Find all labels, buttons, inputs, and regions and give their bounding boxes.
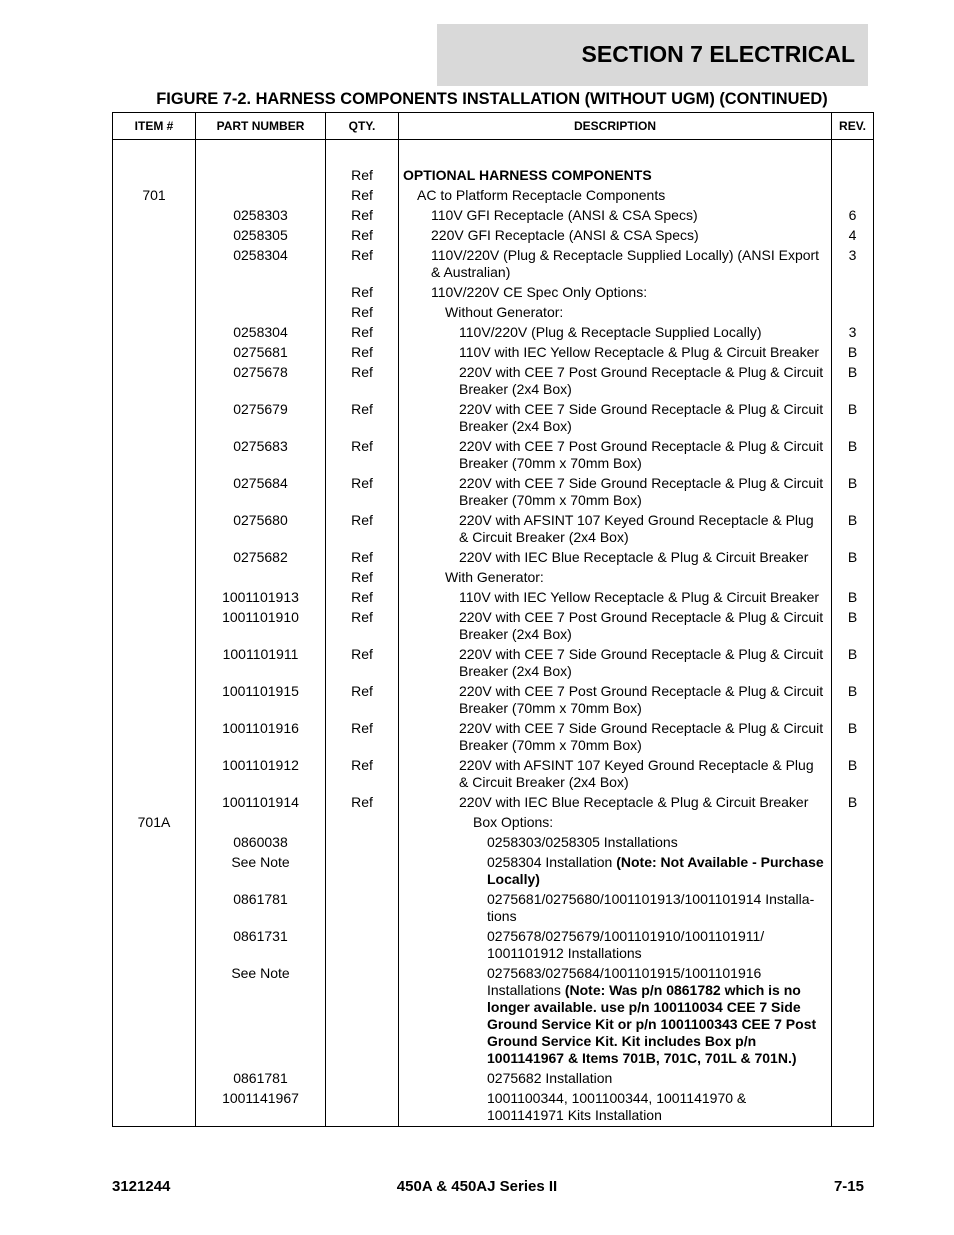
table-row bbox=[113, 510, 874, 547]
cell-item-number bbox=[113, 889, 196, 926]
cell-item-number bbox=[113, 832, 196, 852]
table-row bbox=[113, 436, 874, 473]
cell-part-number: 0275684 bbox=[196, 473, 326, 510]
description-text: With Generator: bbox=[445, 568, 544, 585]
cell-rev bbox=[832, 302, 874, 322]
cell-item-number bbox=[113, 510, 196, 547]
cell-qty: Ref bbox=[326, 165, 399, 185]
column-header-item: ITEM # bbox=[113, 113, 196, 140]
cell-rev: B bbox=[832, 792, 874, 812]
cell-qty bbox=[326, 1068, 399, 1088]
cell-part-number: 0275678 bbox=[196, 362, 326, 399]
cell-qty bbox=[326, 963, 399, 1068]
cell-rev: B bbox=[832, 607, 874, 644]
cell-qty bbox=[326, 852, 399, 889]
table-header-row bbox=[113, 113, 874, 140]
table-row bbox=[113, 718, 874, 755]
cell-rev: B bbox=[832, 547, 874, 567]
table-row bbox=[113, 681, 874, 718]
cell-part-number: 1001101912 bbox=[196, 755, 326, 792]
cell-part-number: 0861781 bbox=[196, 1068, 326, 1088]
description-text: 0275681/0275680/1001101913/1001101914 Installa-tions bbox=[487, 890, 815, 924]
cell-rev: 6 bbox=[832, 205, 874, 225]
cell-description bbox=[399, 185, 832, 205]
cell-description bbox=[399, 399, 832, 436]
cell-rev bbox=[832, 1068, 874, 1088]
cell-rev: 4 bbox=[832, 225, 874, 245]
cell-part-number: 0860038 bbox=[196, 832, 326, 852]
cell-description bbox=[399, 510, 832, 547]
cell-qty bbox=[326, 812, 399, 832]
cell-qty: Ref bbox=[326, 473, 399, 510]
cell-description bbox=[399, 926, 832, 963]
description-text: 110V GFI Receptacle (ANSI & CSA Specs) bbox=[431, 206, 698, 223]
cell-rev: B bbox=[832, 681, 874, 718]
cell-rev bbox=[832, 185, 874, 205]
cell-qty: Ref bbox=[326, 681, 399, 718]
cell-description bbox=[399, 681, 832, 718]
cell-item-number bbox=[113, 205, 196, 225]
description-text: 220V with AFSINT 107 Keyed Ground Receptacle & Plug & Circuit Breaker (2x4 Box) bbox=[459, 756, 814, 790]
column-header-part-number: PART NUMBER bbox=[196, 113, 326, 140]
cell-qty: Ref bbox=[326, 225, 399, 245]
description-text: Without Generator: bbox=[445, 303, 564, 320]
table-row bbox=[113, 399, 874, 436]
table-row bbox=[113, 302, 874, 322]
cell-qty: Ref bbox=[326, 322, 399, 342]
cell-item-number bbox=[113, 399, 196, 436]
description-text: 1001100344, 1001100344, 1001141970 & 1001141971 Kits Installation bbox=[487, 1089, 747, 1123]
cell-rev: B bbox=[832, 510, 874, 547]
cell-rev bbox=[832, 832, 874, 852]
cell-item-number bbox=[113, 473, 196, 510]
table-row bbox=[113, 587, 874, 607]
cell-item-number bbox=[113, 587, 196, 607]
cell-rev bbox=[832, 165, 874, 185]
cell-description bbox=[399, 852, 832, 889]
cell-item-number bbox=[113, 792, 196, 812]
cell-rev bbox=[832, 889, 874, 926]
cell-qty: Ref bbox=[326, 302, 399, 322]
cell-rev: B bbox=[832, 436, 874, 473]
description-text: 220V with CEE 7 Post Ground Receptacle & Plug & Circuit Breaker (70mm x 70mm Box) bbox=[459, 437, 824, 471]
cell-description bbox=[399, 567, 832, 587]
description-note: (Note: Was p/n 0861782 which is no longer available. use p/n 100110034 CEE 7 Side Ground Service Kit or p/n 1001100343 CEE 7 Post Ground Service Kit. Kit includes Box p/n 1001141967 & Items 701B, 701C, 701L & 701N.) bbox=[487, 981, 817, 1066]
cell-description bbox=[399, 436, 832, 473]
cell-part-number: 0258304 bbox=[196, 245, 326, 282]
cell-part-number: 0861781 bbox=[196, 889, 326, 926]
cell-description bbox=[399, 245, 832, 282]
cell-rev: B bbox=[832, 362, 874, 399]
cell-rev bbox=[832, 852, 874, 889]
cell-item-number bbox=[113, 852, 196, 889]
cell-part-number: 1001101911 bbox=[196, 644, 326, 681]
description-text: 220V with CEE 7 Side Ground Receptacle & Plug & Circuit Breaker (70mm x 70mm Box) bbox=[459, 474, 824, 508]
cell-description bbox=[399, 205, 832, 225]
table-row bbox=[113, 362, 874, 399]
cell-part-number bbox=[196, 185, 326, 205]
description-text: 220V with IEC Blue Receptacle & Plug & Circuit Breaker bbox=[459, 793, 809, 810]
cell-description bbox=[399, 792, 832, 812]
section-banner bbox=[437, 24, 868, 86]
cell-rev: B bbox=[832, 399, 874, 436]
cell-part-number: 0258305 bbox=[196, 225, 326, 245]
cell-item-number bbox=[113, 644, 196, 681]
cell-rev: B bbox=[832, 587, 874, 607]
cell-part-number: 1001141967 bbox=[196, 1088, 326, 1126]
cell-item-number bbox=[113, 342, 196, 362]
cell-qty: Ref bbox=[326, 205, 399, 225]
cell-qty bbox=[326, 1088, 399, 1126]
cell-description bbox=[399, 165, 832, 185]
table-row bbox=[113, 852, 874, 889]
footer-model: 450A & 450AJ Series II bbox=[396, 1178, 558, 1195]
cell-rev bbox=[832, 567, 874, 587]
table-row bbox=[113, 644, 874, 681]
cell-qty: Ref bbox=[326, 245, 399, 282]
cell-description bbox=[399, 889, 832, 926]
cell-rev: B bbox=[832, 342, 874, 362]
description-text: 220V with CEE 7 Side Ground Receptacle & Plug & Circuit Breaker (70mm x 70mm Box) bbox=[459, 719, 824, 753]
cell-item-number bbox=[113, 1068, 196, 1088]
cell-qty: Ref bbox=[326, 567, 399, 587]
table-row bbox=[113, 1068, 874, 1088]
parts-table-body bbox=[113, 140, 874, 1127]
cell-item-number bbox=[113, 282, 196, 302]
cell-description bbox=[399, 547, 832, 567]
cell-rev: B bbox=[832, 755, 874, 792]
cell-part-number: 1001101914 bbox=[196, 792, 326, 812]
cell-qty: Ref bbox=[326, 607, 399, 644]
cell-part-number bbox=[196, 302, 326, 322]
description-text: 220V with CEE 7 Side Ground Receptacle & Plug & Circuit Breaker (2x4 Box) bbox=[459, 400, 824, 434]
cell-description bbox=[399, 302, 832, 322]
description-text: 220V with CEE 7 Side Ground Receptacle & Plug & Circuit Breaker (2x4 Box) bbox=[459, 645, 824, 679]
cell-part-number: 0275680 bbox=[196, 510, 326, 547]
cell-rev: 3 bbox=[832, 245, 874, 282]
cell-part-number bbox=[196, 282, 326, 302]
cell-qty bbox=[326, 832, 399, 852]
cell-item-number bbox=[113, 681, 196, 718]
cell-qty: Ref bbox=[326, 342, 399, 362]
description-text: 0275678/0275679/1001101910/1001101911/ 1001101912 Installations bbox=[487, 927, 765, 961]
cell-qty: Ref bbox=[326, 718, 399, 755]
cell-item-number bbox=[113, 165, 196, 185]
cell-description bbox=[399, 342, 832, 362]
cell-part-number: 0275683 bbox=[196, 436, 326, 473]
cell-part-number bbox=[196, 812, 326, 832]
cell-description bbox=[399, 1068, 832, 1088]
table-row bbox=[113, 342, 874, 362]
cell-description bbox=[399, 225, 832, 245]
cell-part-number: 1001101910 bbox=[196, 607, 326, 644]
cell-description bbox=[399, 282, 832, 302]
table-row bbox=[113, 165, 874, 185]
table-row bbox=[113, 282, 874, 302]
description-text: 110V/220V CE Spec Only Options: bbox=[431, 283, 648, 300]
cell-item-number bbox=[113, 245, 196, 282]
cell-part-number bbox=[196, 165, 326, 185]
table-spacer-row bbox=[113, 140, 874, 166]
description-text: Box Options: bbox=[473, 813, 554, 830]
cell-description bbox=[399, 718, 832, 755]
cell-part-number: 1001101916 bbox=[196, 718, 326, 755]
cell-rev bbox=[832, 812, 874, 832]
cell-part-number: See Note bbox=[196, 963, 326, 1068]
cell-item-number bbox=[113, 718, 196, 755]
column-header-qty: QTY. bbox=[326, 113, 399, 140]
cell-qty: Ref bbox=[326, 755, 399, 792]
cell-rev bbox=[832, 1088, 874, 1126]
table-row bbox=[113, 185, 874, 205]
cell-qty: Ref bbox=[326, 510, 399, 547]
cell-part-number: See Note bbox=[196, 852, 326, 889]
parts-table bbox=[112, 112, 874, 1127]
table-row bbox=[113, 205, 874, 225]
cell-qty: Ref bbox=[326, 362, 399, 399]
description-text: AC to Platform Receptacle Components bbox=[417, 186, 666, 203]
table-row bbox=[113, 1088, 874, 1126]
cell-description bbox=[399, 644, 832, 681]
description-text: 220V with IEC Blue Receptacle & Plug & Circuit Breaker bbox=[459, 548, 809, 565]
cell-rev: B bbox=[832, 644, 874, 681]
cell-qty bbox=[326, 889, 399, 926]
cell-description bbox=[399, 587, 832, 607]
table-row bbox=[113, 567, 874, 587]
cell-part-number: 0275681 bbox=[196, 342, 326, 362]
footer-page-number: 7-15 bbox=[833, 1178, 864, 1195]
description-text: 0258304 Installation bbox=[487, 853, 617, 870]
description-text: 220V with CEE 7 Post Ground Receptacle & Plug & Circuit Breaker (2x4 Box) bbox=[459, 608, 824, 642]
cell-item-number bbox=[113, 1088, 196, 1126]
cell-rev: B bbox=[832, 718, 874, 755]
cell-description bbox=[399, 963, 832, 1068]
column-header-rev: REV. bbox=[832, 113, 874, 140]
description-text: 220V with CEE 7 Post Ground Receptacle & Plug & Circuit Breaker (2x4 Box) bbox=[459, 363, 824, 397]
description-text: 220V with AFSINT 107 Keyed Ground Receptacle & Plug & Circuit Breaker (2x4 Box) bbox=[459, 511, 814, 545]
cell-rev bbox=[832, 926, 874, 963]
cell-part-number bbox=[196, 567, 326, 587]
description-text: 220V with CEE 7 Post Ground Receptacle & Plug & Circuit Breaker (70mm x 70mm Box) bbox=[459, 682, 824, 716]
table-row bbox=[113, 963, 874, 1068]
description-text: 110V with IEC Yellow Receptacle & Plug & Circuit Breaker bbox=[459, 588, 820, 605]
table-row bbox=[113, 792, 874, 812]
cell-part-number: 0275682 bbox=[196, 547, 326, 567]
figure-title: FIGURE 7-2. HARNESS COMPONENTS INSTALLATION (WITHOUT UGM) (CONTINUED) bbox=[156, 90, 828, 108]
cell-qty: Ref bbox=[326, 399, 399, 436]
cell-item-number: 701A bbox=[113, 812, 196, 832]
cell-item-number bbox=[113, 322, 196, 342]
description-text: 110V with IEC Yellow Receptacle & Plug & Circuit Breaker bbox=[459, 343, 820, 360]
cell-rev: 3 bbox=[832, 322, 874, 342]
cell-part-number: 1001101913 bbox=[196, 587, 326, 607]
cell-qty: Ref bbox=[326, 587, 399, 607]
cell-item-number bbox=[113, 963, 196, 1068]
cell-item-number bbox=[113, 436, 196, 473]
cell-description bbox=[399, 755, 832, 792]
cell-description bbox=[399, 1088, 832, 1126]
cell-part-number: 0258304 bbox=[196, 322, 326, 342]
cell-description bbox=[399, 812, 832, 832]
cell-description bbox=[399, 832, 832, 852]
footer-document-number: 3121244 bbox=[112, 1178, 171, 1195]
cell-item-number bbox=[113, 362, 196, 399]
cell-qty bbox=[326, 926, 399, 963]
cell-qty: Ref bbox=[326, 792, 399, 812]
table-row bbox=[113, 755, 874, 792]
description-text: 220V GFI Receptacle (ANSI & CSA Specs) bbox=[431, 226, 699, 243]
cell-rev bbox=[832, 282, 874, 302]
description-text: 110V/220V (Plug & Receptacle Supplied Locally) (ANSI Export & Australian) bbox=[431, 246, 820, 280]
description-note: (Note: Not Available - Purchase Locally) bbox=[487, 853, 824, 887]
cell-part-number: 0275679 bbox=[196, 399, 326, 436]
cell-rev: B bbox=[832, 473, 874, 510]
cell-part-number: 0861731 bbox=[196, 926, 326, 963]
cell-description bbox=[399, 607, 832, 644]
cell-description bbox=[399, 473, 832, 510]
cell-qty: Ref bbox=[326, 282, 399, 302]
cell-item-number bbox=[113, 225, 196, 245]
description-text: 110V/220V (Plug & Receptacle Supplied Locally) bbox=[459, 323, 762, 340]
description-note: OPTIONAL HARNESS COMPONENTS bbox=[403, 166, 652, 183]
cell-item-number bbox=[113, 547, 196, 567]
cell-part-number: 1001101915 bbox=[196, 681, 326, 718]
table-row bbox=[113, 812, 874, 832]
column-header-description: DESCRIPTION bbox=[399, 113, 832, 140]
cell-qty: Ref bbox=[326, 644, 399, 681]
table-row bbox=[113, 547, 874, 567]
cell-item-number bbox=[113, 567, 196, 587]
table-row bbox=[113, 926, 874, 963]
table-row bbox=[113, 245, 874, 282]
table-row bbox=[113, 889, 874, 926]
cell-qty: Ref bbox=[326, 436, 399, 473]
cell-qty: Ref bbox=[326, 185, 399, 205]
cell-part-number: 0258303 bbox=[196, 205, 326, 225]
table-row bbox=[113, 322, 874, 342]
cell-qty: Ref bbox=[326, 547, 399, 567]
cell-item-number bbox=[113, 607, 196, 644]
table-row bbox=[113, 607, 874, 644]
section-title: SECTION 7 ELECTRICAL bbox=[581, 41, 855, 67]
cell-item-number: 701 bbox=[113, 185, 196, 205]
description-text: 0275683/0275684/1001101915/1001101916 Installations bbox=[487, 964, 762, 998]
table-row bbox=[113, 225, 874, 245]
table-row bbox=[113, 832, 874, 852]
cell-item-number bbox=[113, 926, 196, 963]
cell-rev bbox=[832, 963, 874, 1068]
table-row bbox=[113, 473, 874, 510]
cell-item-number bbox=[113, 755, 196, 792]
cell-item-number bbox=[113, 302, 196, 322]
description-text: 0258303/0258305 Installations bbox=[487, 833, 678, 850]
cell-description bbox=[399, 322, 832, 342]
description-text: 0275682 Installation bbox=[487, 1069, 613, 1086]
cell-description bbox=[399, 362, 832, 399]
